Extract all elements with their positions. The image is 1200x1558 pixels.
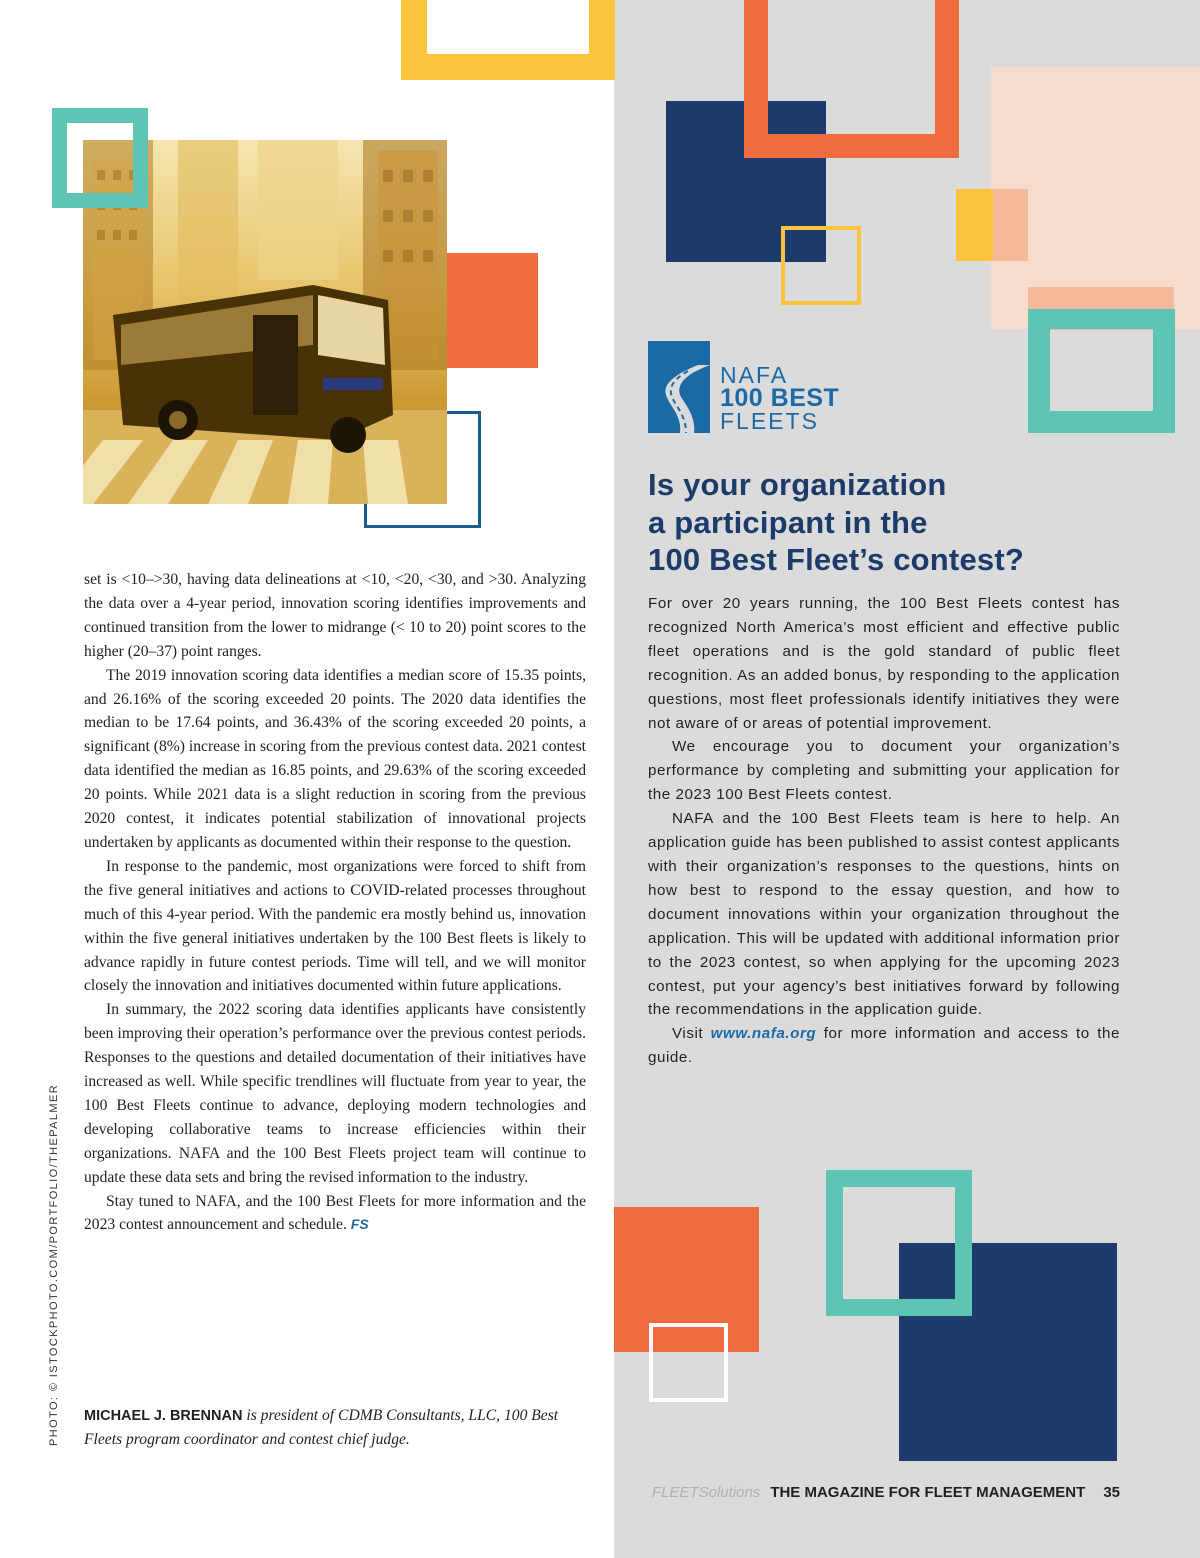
logo-line-nafa: NAFA (720, 362, 789, 388)
magazine-tagline: THE MAGAZINE FOR FLEET MANAGEMENT (770, 1484, 1086, 1501)
visit-post-text: for more information and access to the guide. (648, 1025, 1120, 1067)
deco-yellow-frame-top (401, 0, 615, 80)
road-icon (648, 341, 718, 435)
author-role: is president of CDMB Consultants, LLC, 100 Best Fleets program coordinator and contest chief judge. (84, 1407, 559, 1448)
article-paragraph: The 2019 innovation scoring data identifies a median score of 15.35 points, and 26.16% of the scoring exceeded 20 points. The 2020 data identifies the median to be 17.64 points, and 36.43% of the scoring exceeded 20 points, a significant (8%) increase in scoring from the previous contest data. 2021 contest data identified the median as 16.85 points, and 29.63% of the scoring exceeded 20 points. While 2021 data is a slight reduction in scoring from the previous 2020 contest, it indicates potential stabilization of innovational projects undertaken by applicants as documented within their response to the question. (84, 666, 586, 851)
deco-yellow-small-square (956, 189, 994, 261)
nafa-website-link[interactable]: www.nafa.org (710, 1025, 817, 1043)
deco-blue-frame-photo-top (447, 411, 481, 414)
deco-orange-frame-top (744, 0, 959, 158)
fs-end-mark: FS (350, 1216, 369, 1233)
deco-blue-frame-photo (364, 411, 481, 528)
deco-yellow-small-frame (781, 226, 861, 305)
magazine-name-solutions: Solutions (698, 1484, 761, 1501)
photo-credit: PHOTO: © ISTOCKPHOTO.COM/PORTFOLIO/THEPALMER (48, 1083, 60, 1446)
deco-white-frame-bottom (649, 1323, 728, 1402)
magazine-name-fleet: FLEET (651, 1484, 699, 1501)
article-paragraph-last (84, 1190, 586, 1238)
page-footer (600, 1484, 1120, 1506)
deco-teal-frame-right (1028, 309, 1175, 433)
headline-line: Is your organization (648, 467, 947, 502)
article-paragraph: In summary, the 2022 scoring data identifies applicants have consistently been improving their operation’s performance over the previous contest periods. Responses to the questions and detailed documentation of their initiatives have increased as well. While specific trendlines will fluctuate from year to year, the 100 Best Fleets continue to advance, deploying modern technologies and developing collaborative teams to increase efficiencies within their organizations. NAFA and the 100 Best Fleets project team will continue to update these data sets and bring the revised information to the industry. (84, 1001, 586, 1186)
sidebar-visit-paragraph (648, 1022, 1120, 1070)
headline-line: 100 Best Fleet’s contest? (648, 542, 1024, 577)
sidebar-paragraph: NAFA and the 100 Best Fleets team is here to help. An application guide has been published to assist contest applicants with their organization’s responses to the questions, hints on how best to respond to the essay question, and how to document innovations within your organization throughout the application. This will be updated with additional information prior to the 2023 contest, so when applying for the upcoming 2023 contest, put your agency’s best initiatives forward by following the recommendations in the application guide. (648, 810, 1120, 1019)
article-body (84, 568, 586, 1237)
sidebar-paragraph: For over 20 years running, the 100 Best Fleets contest has recognized North America’s most efficient and effective public fleet operations and is the gold standard of public fleet recognition. As an added bonus, by responding to the application questions, most fleet professionals identify initiatives they were not aware of or areas of potential improvement. (648, 595, 1120, 732)
logo-line-100-best: 100 BEST (720, 384, 840, 412)
article-paragraph: In response to the pandemic, most organizations were forced to shift from the five general initiatives and actions to COVID-related processes throughout much of this 4-year period. With the pandemic era mostly behind us, innovation within the five general initiatives undertaken by the 100 Best fleets is likely to advance rapidly in future contest periods. Time will tell, and we will monitor closely the innovation and initiatives documented within future applications. (84, 857, 586, 995)
sidebar-body (648, 592, 1120, 1070)
sidebar-headline (648, 466, 1168, 579)
logo-wordmark (720, 364, 839, 433)
visit-pre-text: Visit (672, 1025, 711, 1043)
deco-peach-small-square (993, 189, 1028, 261)
deco-teal-frame-photo (52, 108, 148, 208)
author-bio (84, 1404, 594, 1452)
logo-line-fleets: FLEETS (720, 408, 819, 434)
author-name: MICHAEL J. BRENNAN (84, 1408, 243, 1424)
headline-line: a participant in the (648, 504, 928, 540)
article-closing-text: Stay tuned to NAFA, and the 100 Best Fleets for more information and the 2023 contest announcement and schedule. (84, 1192, 586, 1234)
deco-teal-frame-bottom (826, 1170, 972, 1316)
article-paragraph: set is <10–>30, having data delineations at <10, <20, <30, and >30. Analyzing the data over a 4-year period, innovation scoring identifies improvements and continued transition from the lower to midrange (< 10 to 20) point scores to the higher (20–37) point ranges. (84, 571, 586, 660)
sidebar-paragraph: We encourage you to document your organization’s performance by completing and submitting your application for the 2023 100 Best Fleets contest. (648, 738, 1120, 804)
deco-blue-frame-photo-left (364, 504, 367, 528)
deco-orange-square-photo (447, 253, 538, 368)
page-number: 35 (1103, 1484, 1120, 1501)
